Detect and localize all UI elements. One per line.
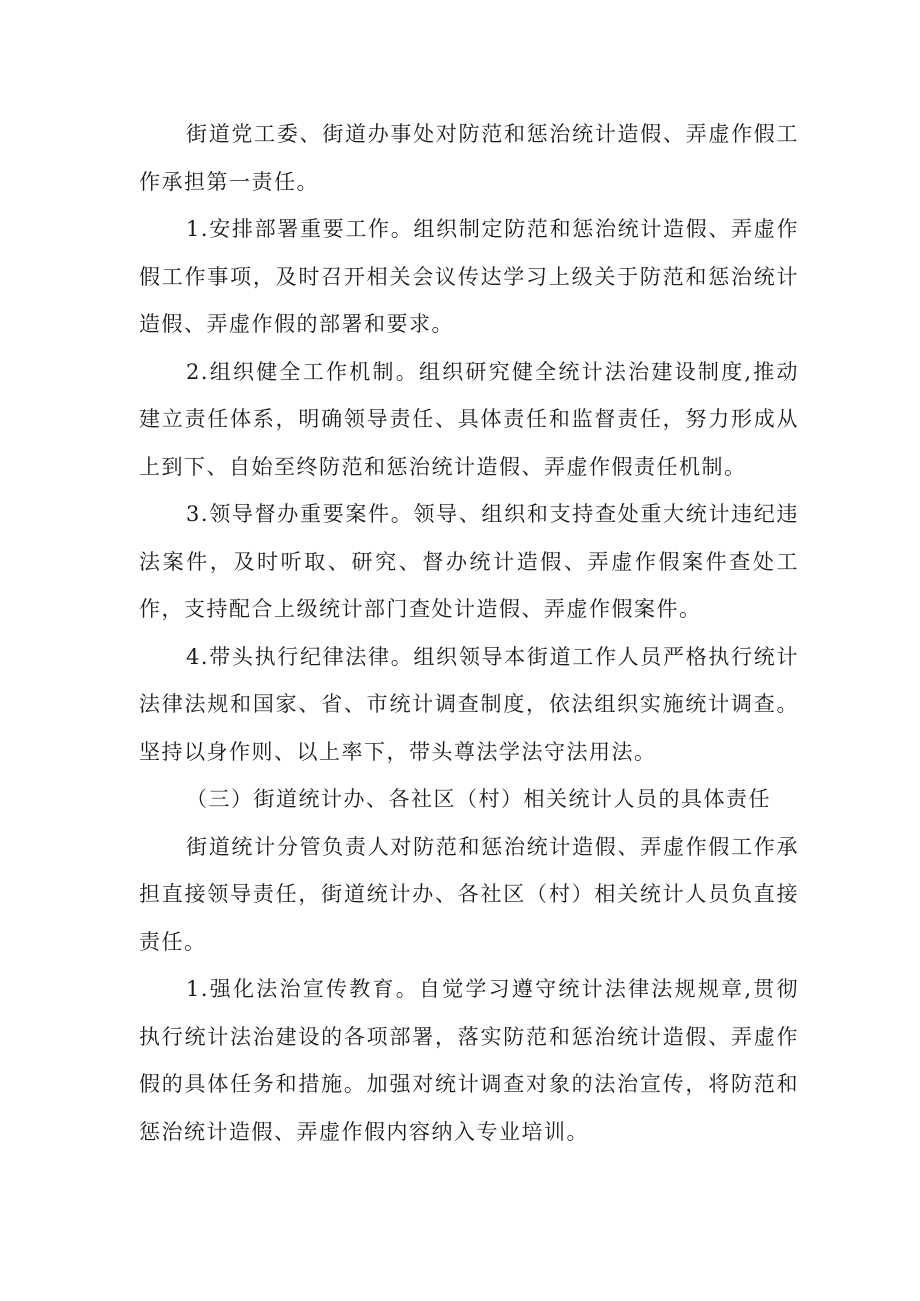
- paragraph-item-2-work-mechanism: 2.组织健全工作机制。组织研究健全统计法治建设制度,推动建立责任体系，明确领导责任、具体责任和监督责任，努力形成从上到下、自始至终防范和惩治统计造假、弄虚作假责任机制。: [139, 359, 799, 479]
- paragraph-item-1-deploy-work: 1.安排部署重要工作。组织制定防范和惩治统计造假、弄虚作假工作事项，及时召开相关会议传达学习上级关于防范和惩治统计造假、弄虚作假的部署和要求。: [139, 217, 799, 336]
- paragraph-item-1-legal-education: 1.强化法治宣传教育。自觉学习遵守统计法律法规规章,贯彻执行统计法治建设的各项部署，落实防范和惩治统计造假、弄虚作假的具体任务和措施。加强对统计调查对象的法治宣传，将防范和惩治统计造假、弄虚作假内容纳入专业培训。: [139, 977, 799, 1144]
- paragraph-first-responsibility: 街道党工委、街道办事处对防范和惩治统计造假、弄虚作假工作承担第一责任。: [139, 122, 799, 194]
- paragraph-item-4-enforce-law: 4.带头执行纪律法律。组织领导本街道工作人员严格执行统计法律法规和国家、省、市统计调查制度，依法组织实施统计调查。坚持以身作则、以上率下，带头尊法学法守法用法。: [139, 644, 799, 764]
- paragraph-direct-responsibility: 街道统计分管负责人对防范和惩治统计造假、弄虚作假工作承担直接领导责任，街道统计办、各社区（村）相关统计人员负直接责任。: [139, 834, 799, 954]
- document-body: [139, 111, 799, 1156]
- section-heading-specific-responsibility: （三）街道统计办、各社区（村）相关统计人员的具体责任: [186, 787, 771, 811]
- paragraph-item-3-supervise-cases: 3.领导督办重要案件。领导、组织和支持查处重大统计违纪违法案件，及时听取、研究、督办统计造假、弄虚作假案件查处工作，支持配合上级统计部门查处计造假、弄虚作假案件。: [139, 502, 799, 621]
